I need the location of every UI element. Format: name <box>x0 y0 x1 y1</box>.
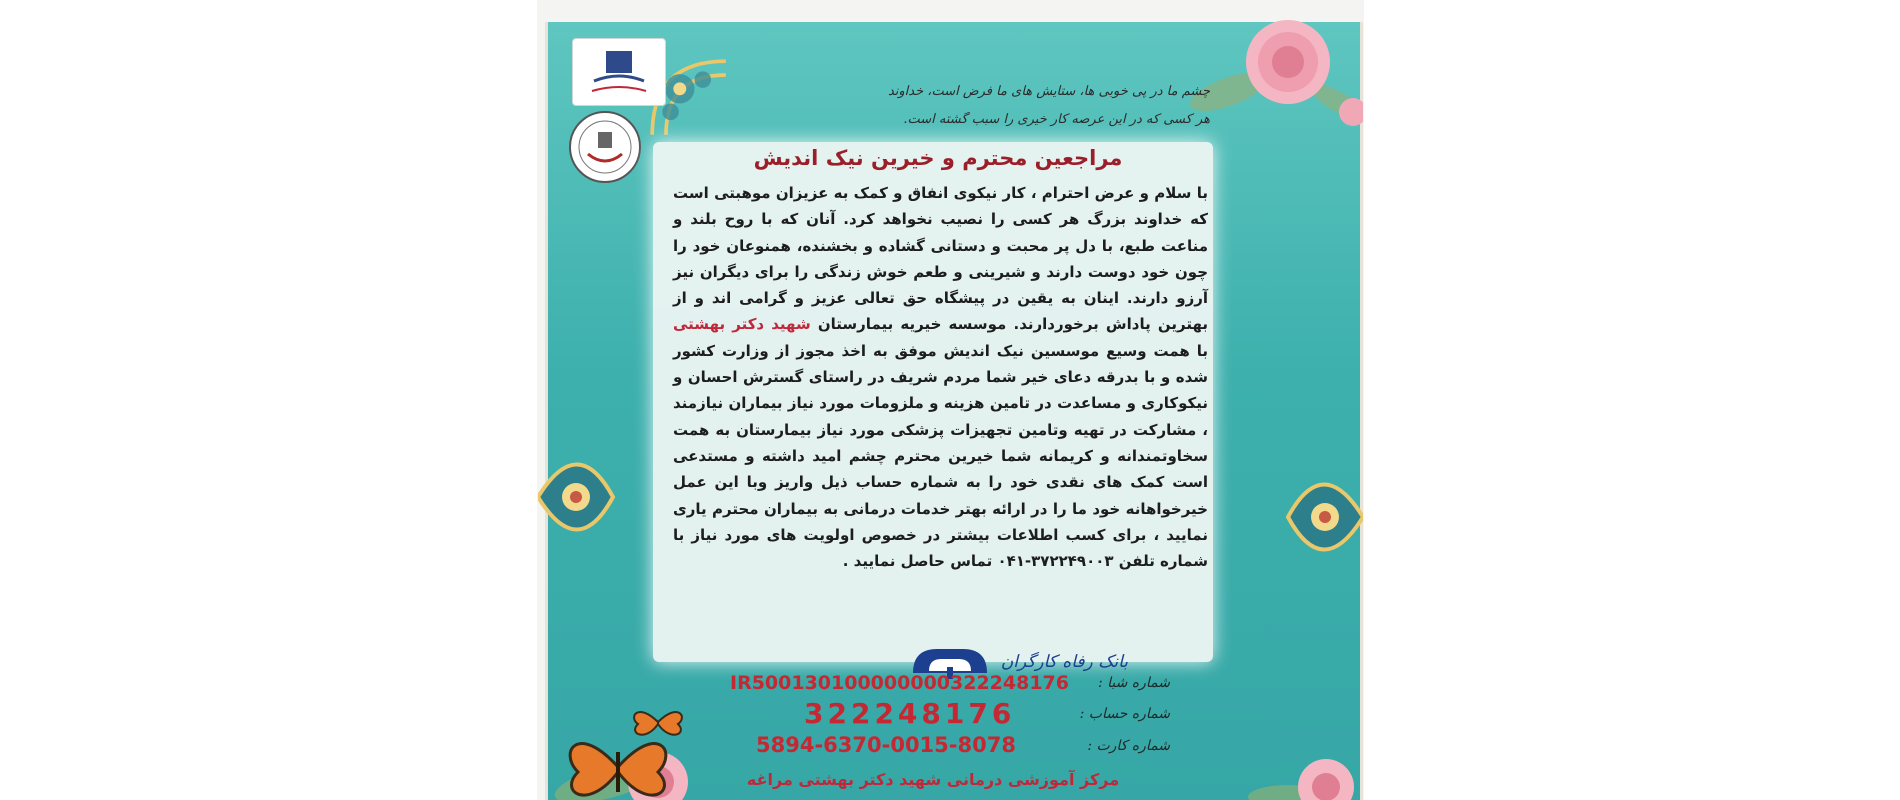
appeal-text <box>673 180 1208 574</box>
ornament-right <box>1283 452 1363 582</box>
poster-title: مراجعین محترم و خیرین نیک اندیش <box>753 146 1123 170</box>
rose-icon <box>1188 12 1363 132</box>
university-logo <box>572 38 666 106</box>
card-label: شماره کارت : <box>1087 738 1170 754</box>
account-number: 322248176 <box>804 697 1016 730</box>
appeal-paragraph-2-rest: با همت وسیع موسسین نیک اندیش موفق به اخذ مجوز از وزارت کشور شده و با بدرقه دعای خیر شما مردم شریف در راستای گسترش احسان و نیکوکاری و مساعدت در تامین هزینه و ملزومات مورد نیاز بیماران نیازمند ، مشارکت در تهیه وتامین تجهیزات پزشکی مورد نیاز بیمارستان به همت سخاوتمندانه و کریمانه شما خیرین محترم چشم امید داشته و مستدعی است کمک های نقدی خود را به شماره حساب ذیل واریز وبا این عمل خیرخواهانه خود ما را در ارائه بهتر خدمات درمانی به بیماران محترم یاری نمایید ، برای کسب اطلاعات بیشتر در خصوص اولویت های مورد نیاز با شماره تلفن ۳۷۲۲۴۹۰۰۳-۰۴۱ تماس حاصل نمایید . <box>673 341 1208 571</box>
footer-hospital: مرکز آموزشی درمانی شهید دکتر بهشتی مراغه <box>746 770 1120 789</box>
appeal-paragraph-2-start: موسسه خیریه بیمارستان <box>810 315 1007 334</box>
donation-poster <box>545 22 1363 800</box>
header-poem-line-2: هر کسی که در این عرصه کار خیری را سبب گشته است. <box>903 112 1210 127</box>
sheba-number: IR500130100000000322248176 <box>730 672 1069 694</box>
hospital-name-highlight: شهید دکتر بهشتی <box>673 315 811 334</box>
butterfly-small-icon <box>628 702 688 742</box>
appeal-paragraph-1: با سلام و عرض احترام ، کار نیکوی انفاق و کمک به عزیزان موهبتی است که خداوند بزرگ هر کسی را نصیب نخواهد کرد. آنان که با روح بلند و مناعت طبع، با دل پر محبت و دستانی گشاده و بخشنده، همنوعان خود را چون خود دوست دارند و شیرینی و طعم خوش زندگی را برای دیگران نیز آرزو دارند. اینان به یقین در پیشگاه حق تعالی عزیز و گرامی اند و از بهترین پاداش برخوردارند. <box>673 184 1208 334</box>
charity-seal <box>568 110 642 184</box>
photo-frame <box>537 0 1364 800</box>
ornament-left <box>538 432 618 562</box>
card-number: 5894-6370-0015-8078 <box>756 733 1016 757</box>
account-label: شماره حساب : <box>1079 706 1170 722</box>
header-poem-line-1: چشم ما در پی خوبی ها، ستایش های ما فرض است، خداوند <box>887 84 1210 99</box>
bank-name: بانک رفاه کارگران <box>1000 652 1128 672</box>
sheba-label: شماره شبا : <box>1097 675 1170 691</box>
rose-bottom-right-icon <box>1248 742 1360 800</box>
